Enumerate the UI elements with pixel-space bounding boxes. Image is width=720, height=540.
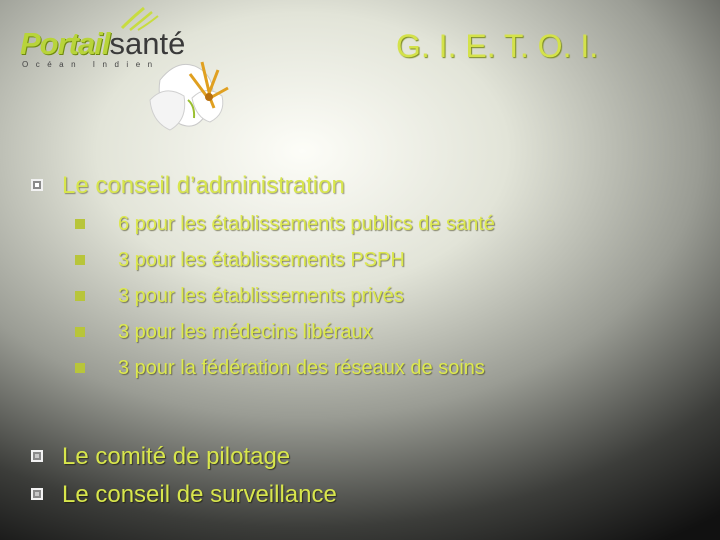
square-bullet-icon	[31, 488, 43, 500]
sub-bullet-text: 6 pour les établissements publics de santé	[118, 213, 495, 235]
square-bullet-icon	[75, 363, 85, 373]
square-bullet-icon	[75, 255, 85, 265]
flower-icon	[110, 0, 240, 150]
sub-bullet-text: 3 pour les établissements privés	[118, 285, 404, 307]
sub-bullet-text: 3 pour les médecins libéraux	[118, 321, 373, 343]
sub-bullet-item	[73, 242, 708, 278]
bullet-item	[28, 476, 708, 514]
square-bullet-icon	[75, 327, 85, 337]
slide-title: G. I. E. T. O. I.	[396, 28, 599, 64]
square-bullet-icon	[31, 179, 43, 191]
sub-bullet-text: 3 pour les établissements PSPH	[118, 249, 405, 271]
logo-tagline: Océan Indien	[22, 60, 160, 69]
bullet-list	[28, 170, 708, 514]
logo-brand-part2: santé	[109, 26, 186, 61]
sub-bullet-item	[73, 314, 708, 350]
logo-brand-part1: Portail	[20, 26, 110, 61]
bullet-text: Le conseil de surveillance	[62, 481, 337, 508]
sub-bullet-list	[28, 206, 708, 386]
bullet-text: Le conseil d’administration	[62, 172, 345, 199]
sub-bullet-item	[73, 350, 708, 386]
square-bullet-icon	[75, 291, 85, 301]
square-bullet-icon	[31, 450, 43, 462]
sub-bullet-text: 3 pour la fédération des réseaux de soins	[118, 357, 485, 379]
bullet-item	[28, 438, 708, 476]
bullet-text: Le comité de pilotage	[62, 443, 291, 470]
logo-wordmark	[20, 26, 185, 62]
sub-bullet-item	[73, 206, 708, 242]
portail-sante-logo	[10, 0, 270, 150]
square-bullet-icon	[75, 219, 85, 229]
bullet-item	[28, 170, 708, 202]
sub-bullet-item	[73, 278, 708, 314]
